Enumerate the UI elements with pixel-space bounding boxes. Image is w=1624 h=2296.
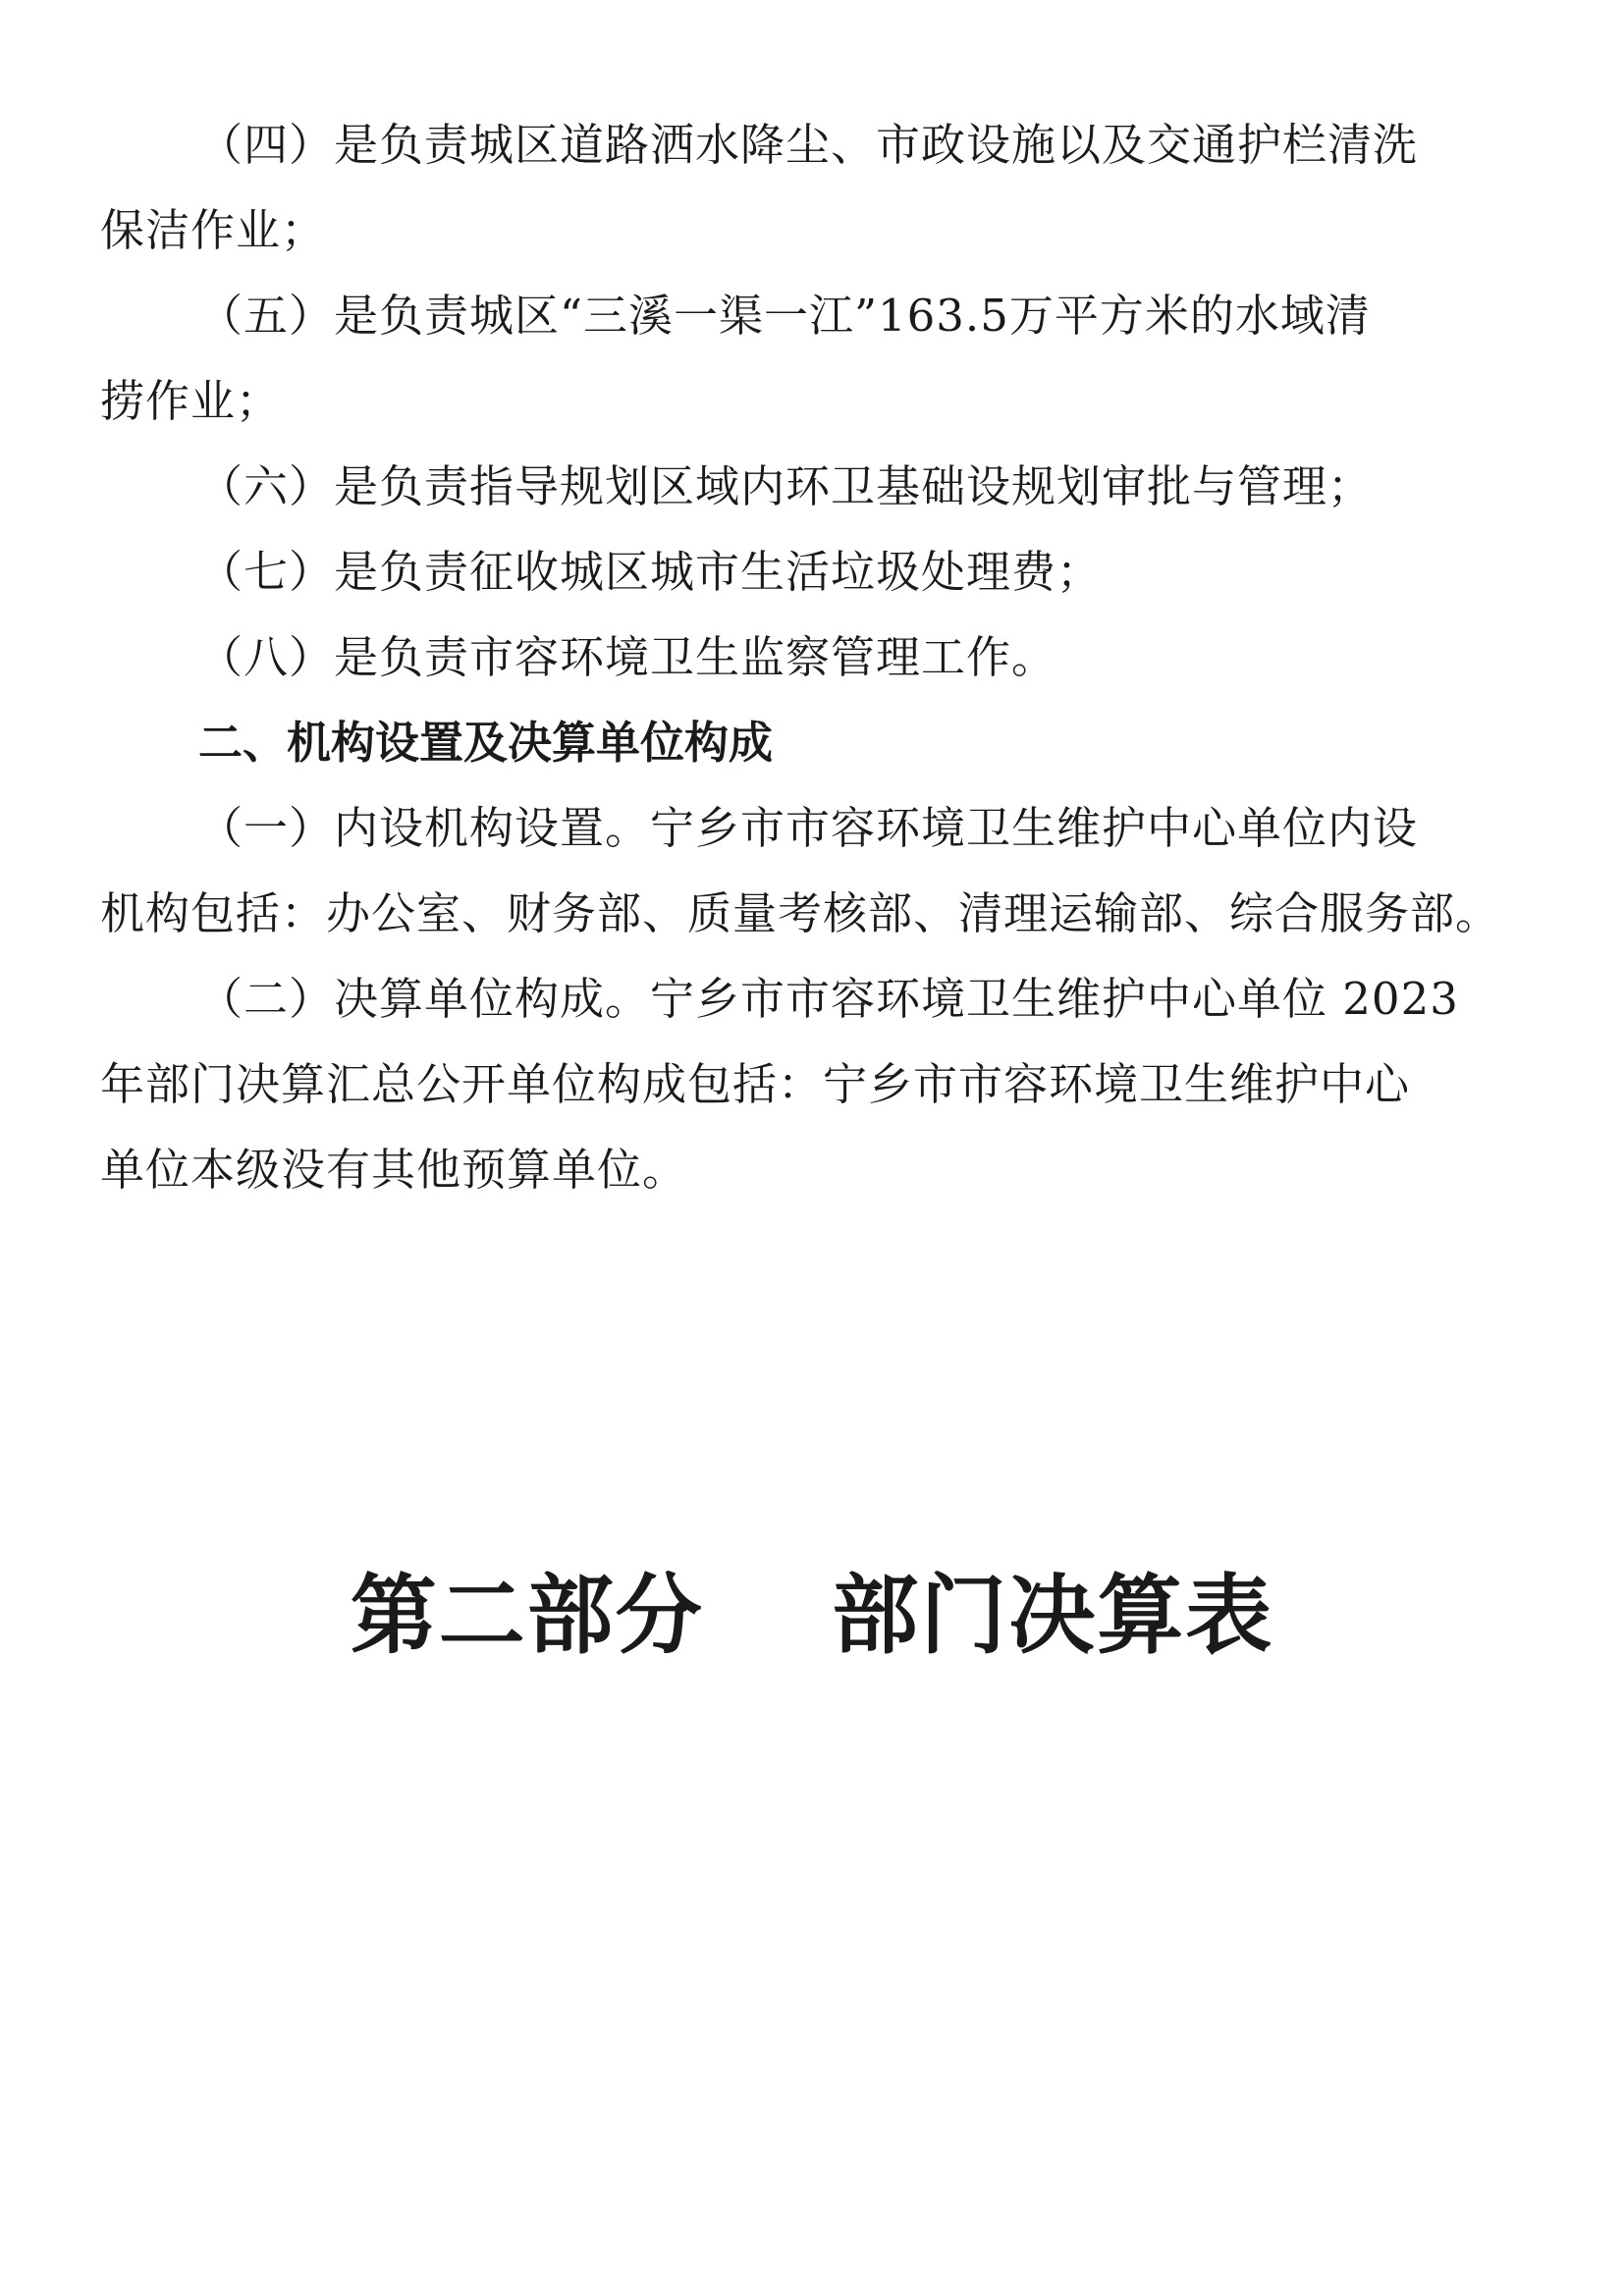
paragraph-line: 单位本级没有其他预算单位。 bbox=[100, 1144, 688, 1196]
paragraph-line: （四）是负责城区道路洒水降尘、市政设施以及交通护栏清洗 bbox=[198, 119, 1419, 171]
part-title: 第二部分 部门决算表 bbox=[350, 1564, 1274, 1666]
paragraph-line: （二）决算单位构成。宁乡市市容环境卫生维护中心单位 2023 bbox=[198, 973, 1459, 1025]
paragraph-line: 年部门决算汇总公开单位构成包括：宁乡市市容环境卫生维护中心 bbox=[100, 1058, 1411, 1110]
paragraph-line: 保洁作业； bbox=[100, 204, 327, 256]
paragraph-line: 机构包括：办公室、财务部、质量考核部、清理运输部、综合服务部。 bbox=[100, 887, 1501, 939]
section-heading: 二、机构设置及决算单位构成 bbox=[198, 717, 774, 769]
paragraph-line: （八）是负责市容环境卫生监察管理工作。 bbox=[198, 631, 1057, 683]
paragraph-line: （七）是负责征收城区城市生活垃圾处理费； bbox=[198, 546, 1103, 598]
paragraph-line: （六）是负责指导规划区域内环卫基础设规划审批与管理； bbox=[198, 460, 1374, 512]
paragraph-line: （五）是负责城区“三溪一渠一江”163.5万平方米的水域清 bbox=[198, 290, 1371, 342]
paragraph-line: （一）内设机构设置。宁乡市市容环境卫生维护中心单位内设 bbox=[198, 802, 1419, 854]
paragraph-line: 捞作业； bbox=[100, 375, 282, 427]
